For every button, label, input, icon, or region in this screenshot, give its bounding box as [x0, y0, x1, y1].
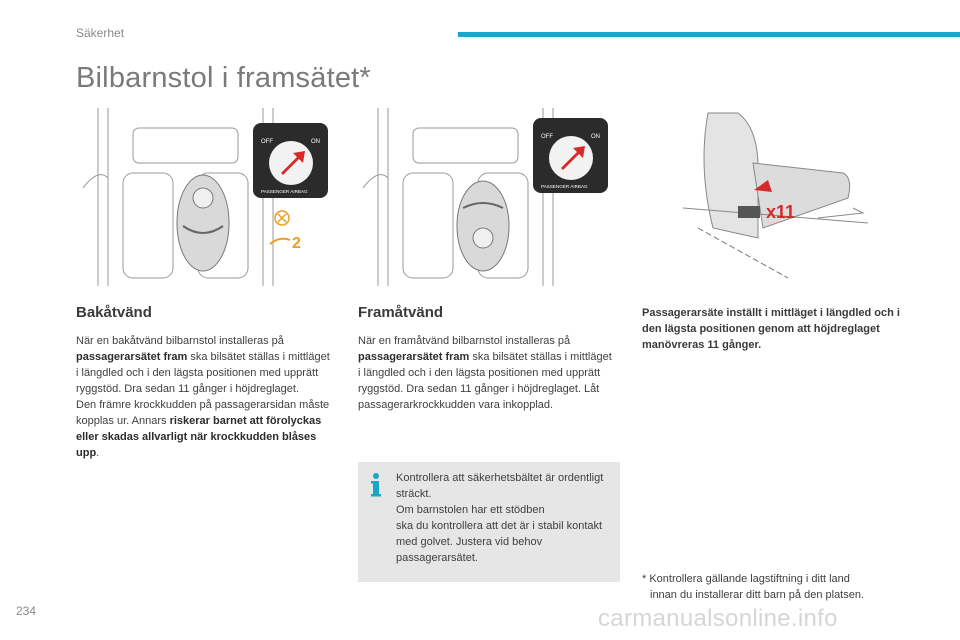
- header-accent-bar: [458, 32, 960, 37]
- count-label: x11: [766, 202, 796, 222]
- footnote-line-2: innan du installerar ditt barn på den platsen.: [650, 589, 865, 601]
- rear-facing-illustration: [78, 108, 338, 286]
- rear-facing-section: [76, 304, 331, 461]
- rear-facing-heading: Bakåtvänd: [76, 304, 152, 321]
- warning-badge: [270, 211, 301, 252]
- forward-facing-heading: Framåtvänd: [358, 304, 444, 321]
- passenger-airbag-label: PASSENGER AIRBAG: [261, 189, 308, 194]
- forward-facing-illustration: [358, 108, 618, 286]
- info-box: [358, 462, 620, 582]
- section-label: Säkerhet: [76, 26, 125, 40]
- seat-adjustment-note: Passagerarsäte inställt i mittläget i längdled och i den lägsta positionen genom att höjdreglaget manövreras 11 gånger.: [642, 307, 900, 351]
- airbag-off-label: OFF: [541, 134, 553, 140]
- watermark: carmanualsonline.info: [598, 605, 838, 632]
- airbag-on-label: ON: [591, 134, 600, 140]
- airbag-off-label: OFF: [261, 139, 273, 145]
- forward-facing-text: När en framåtvänd bilbarnstol installeras på passagerarsätet fram ska bilsätet ställas i mittläget i längdled och i den lägsta positionen med upprätt ryggstöd. Dra sedan 11 gånger i höjdreglaget. Låt passagerarkrockkudden vara inkopplad.: [358, 335, 612, 411]
- page-number: 234: [16, 604, 37, 618]
- footnote-line-1: * Kontrollera gällande lagstiftning i ditt land: [642, 573, 850, 585]
- svg-text:2: 2: [292, 235, 301, 252]
- info-icon: [368, 472, 384, 498]
- info-text: Kontrollera att säkerhetsbältet är ordentligt sträckt. Om barnstolen har ett stödben ska du kontrollera att det är i stabil kontakt med golvet. Justera vid behov passagerarsätet.: [396, 472, 604, 564]
- passenger-airbag-label: PASSENGER AIRBAG: [541, 184, 588, 189]
- footnote: [642, 571, 912, 603]
- airbag-on-label: ON: [311, 139, 320, 145]
- rear-facing-text: När en bakåtvänd bilbarnstol installeras på passagerarsätet fram ska bilsätet ställas i mittläget i längdled och i den lägsta positionen med upprätt ryggstöd. Dra sedan 11 gånger i höjdreglaget. Den främre krockkudden på passagerarsidan måste kopplas ur. Annars riskerar barnet att förolyckas eller skadas allvarligt när krockkudden blåses upp.: [76, 335, 330, 459]
- page-title: Bilbarnstol i framsätet*: [76, 62, 371, 94]
- forward-facing-section: [358, 304, 613, 413]
- seat-adjustment-illustration: [668, 108, 878, 286]
